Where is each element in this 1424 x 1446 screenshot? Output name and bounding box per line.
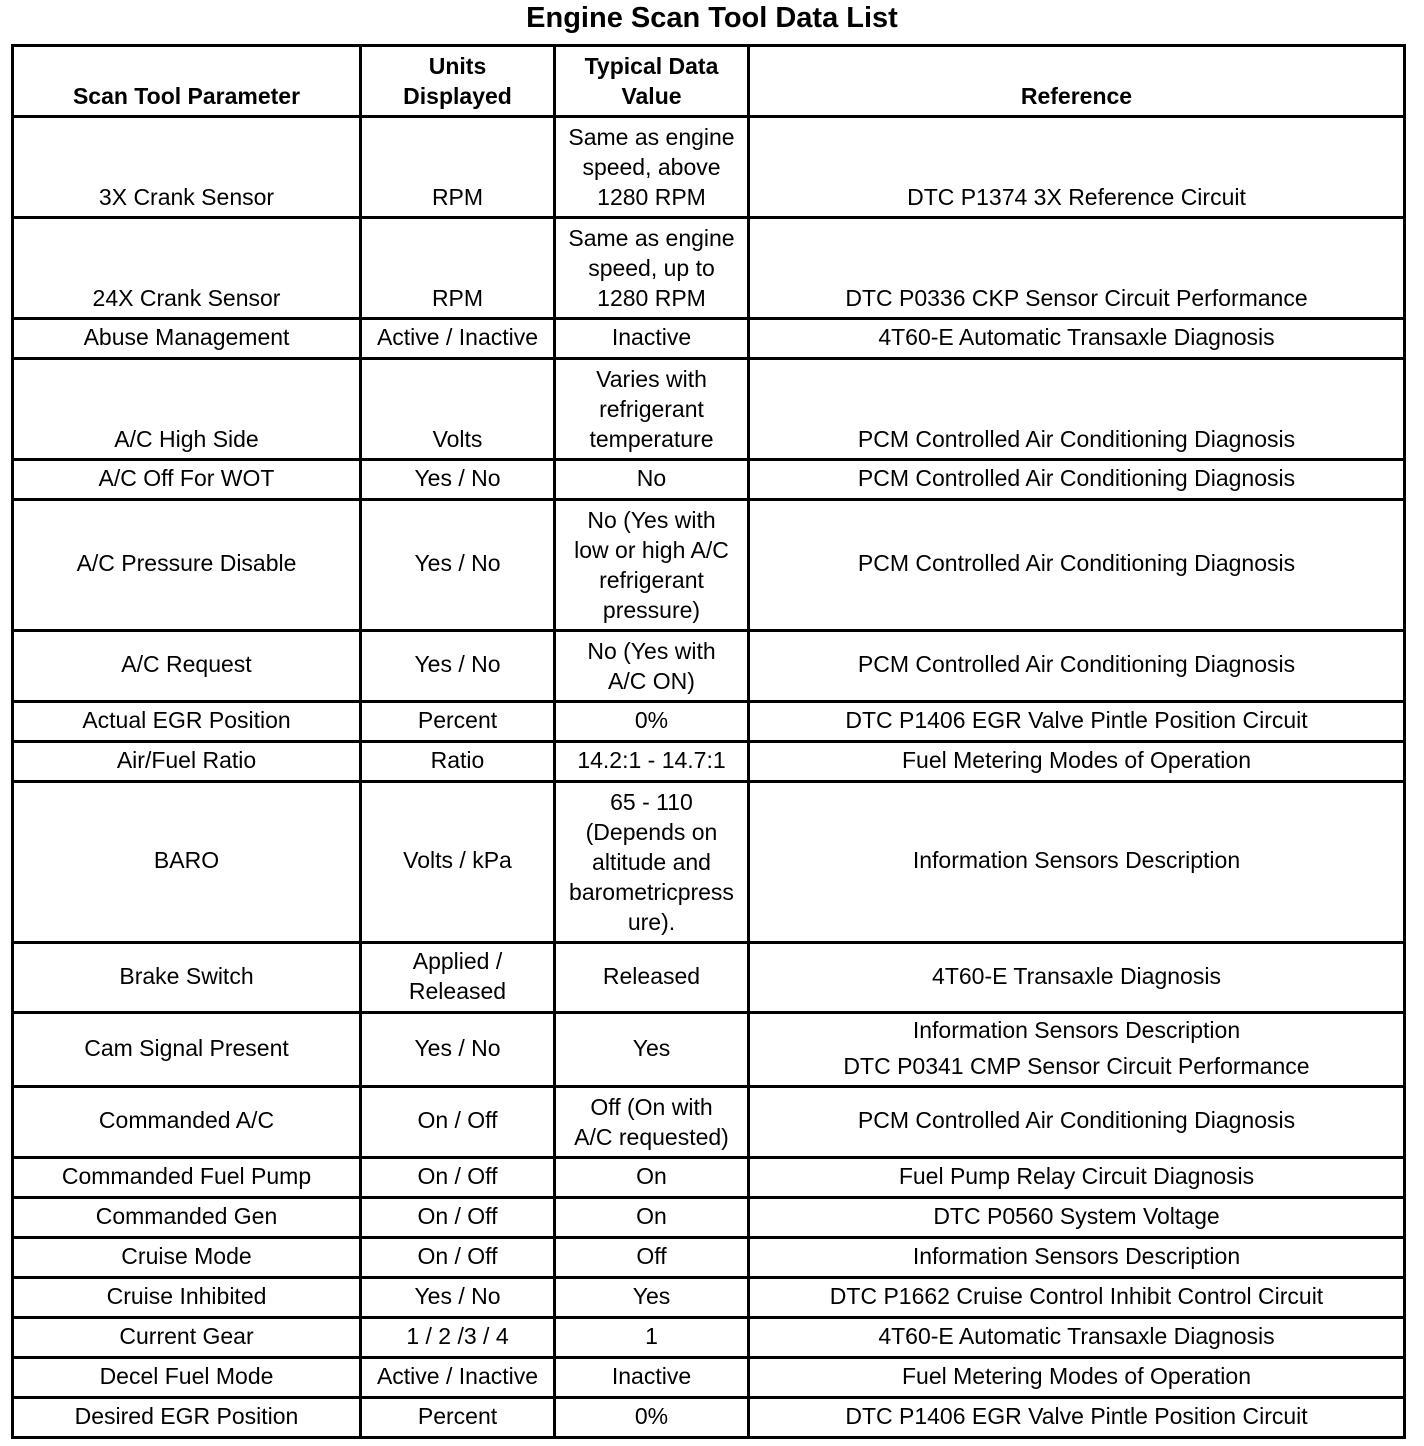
typical-value-line: 14.2:1 - 14.7:1 [577,746,726,773]
cell-parameter: A/C High Side [13,359,361,460]
table-row [13,500,1405,631]
header-units-line: Displayed [403,83,512,109]
header-reference: Reference [749,46,1405,117]
cell-typical-value [555,1198,749,1238]
typical-value-line: barometricpress [569,879,734,905]
cell-parameter: Cruise Inhibited [13,1278,361,1318]
reference-line: DTC P0560 System Voltage [933,1202,1220,1229]
typical-value-line: (Depends on [585,819,718,845]
cell-parameter: Cam Signal Present [13,1013,361,1087]
typical-value-line: On [636,1202,667,1229]
typical-value-line: On [636,1162,667,1189]
cell-typical-value [555,782,749,943]
typical-value-line: refrigerant [599,567,704,593]
table-row [13,631,1405,702]
cell-reference [749,742,1405,782]
cell-typical-value [555,1087,749,1158]
table-body [13,117,1405,1438]
typical-value-line: altitude and [592,849,711,875]
cell-units: Active / Inactive [361,319,555,359]
cell-units: RPM [361,117,555,218]
reference-line: PCM Controlled Air Conditioning Diagnosis [857,1107,1296,1133]
table-row [13,782,1405,943]
cell-reference [749,1278,1405,1318]
cell-typical-value [555,359,749,460]
table-row [13,460,1405,500]
reference-line: 4T60-E Automatic Transaxle Diagnosis [878,1322,1275,1349]
header-scan-tool-parameter: Scan Tool Parameter [13,46,361,117]
cell-units: Yes / No [361,1278,555,1318]
cell-parameter: A/C Pressure Disable [13,500,361,631]
typical-value-line: Yes [632,1282,671,1309]
typical-value-line: 1280 RPM [597,184,706,210]
cell-reference [749,117,1405,218]
cell-reference [749,1013,1405,1087]
cell-typical-value [555,742,749,782]
reference-line: Fuel Metering Modes of Operation [901,746,1251,773]
cell-typical-value [555,319,749,359]
table-row [13,1087,1405,1158]
cell-reference [749,702,1405,742]
table-row [13,1358,1405,1398]
typical-value-line: 1280 RPM [597,285,706,311]
cell-parameter: A/C Request [13,631,361,702]
typical-value-line: refrigerant [599,396,704,422]
typical-value-line: 1 [645,1322,658,1349]
cell-units: Ratio [361,742,555,782]
typical-value-line: Inactive [611,323,692,350]
typical-value-line: No [636,464,667,491]
table-row [13,1398,1405,1438]
cell-reference [749,1238,1405,1278]
cell-units: Yes / No [361,500,555,631]
cell-parameter: Current Gear [13,1318,361,1358]
typical-value-line: No (Yes with [587,638,716,664]
cell-parameter: Commanded Fuel Pump [13,1158,361,1198]
cell-reference [749,1358,1405,1398]
table-row [13,117,1405,218]
scan-tool-data-table [11,44,1406,1439]
typical-value-line: ure). [627,909,676,935]
table-row [13,1158,1405,1198]
cell-typical-value [555,631,749,702]
typical-value-line: A/C ON) [608,668,695,694]
typical-value-line: Yes [632,1034,671,1061]
cell-reference [749,359,1405,460]
cell-typical-value [555,702,749,742]
cell-typical-value [555,117,749,218]
cell-reference [749,218,1405,319]
page-title: Engine Scan Tool Data List [526,2,898,34]
cell-parameter: 24X Crank Sensor [13,218,361,319]
cell-parameter: BARO [13,782,361,943]
cell-parameter: Desired EGR Position [13,1398,361,1438]
cell-typical-value [555,500,749,631]
cell-parameter: Abuse Management [13,319,361,359]
table-row [13,742,1405,782]
reference-line: Information Sensors Description [912,847,1241,873]
reference-line: DTC P0336 CKP Sensor Circuit Performance [845,285,1308,311]
cell-reference [749,782,1405,943]
reference-line: PCM Controlled Air Conditioning Diagnosis [857,464,1296,491]
cell-units: Yes / No [361,631,555,702]
cell-units: Active / Inactive [361,1358,555,1398]
cell-reference [749,1318,1405,1358]
cell-units: Volts [361,359,555,460]
cell-reference [749,500,1405,631]
cell-typical-value [555,943,749,1013]
reference-line: Information Sensors Description [912,1016,1241,1043]
header-units-displayed [361,46,555,117]
cell-reference [749,1158,1405,1198]
cell-reference [749,1398,1405,1438]
cell-units: Applied / Released [361,943,555,1013]
table-row [13,702,1405,742]
cell-parameter: Commanded Gen [13,1198,361,1238]
cell-parameter: Commanded A/C [13,1087,361,1158]
typical-value-line: Off [636,1242,667,1269]
cell-units: 1 / 2 /3 / 4 [361,1318,555,1358]
cell-typical-value [555,1158,749,1198]
table-row [13,218,1405,319]
header-typical-data-value [555,46,749,117]
cell-units: On / Off [361,1238,555,1278]
reference-line: DTC P1406 EGR Valve Pintle Position Circuit [845,1402,1308,1429]
reference-line: 4T60-E Automatic Transaxle Diagnosis [878,323,1275,350]
cell-typical-value [555,1318,749,1358]
typical-value-line: Inactive [611,1362,692,1389]
cell-typical-value [555,218,749,319]
table-header-row [13,46,1405,117]
typical-value-line: Off (On with [590,1094,713,1120]
cell-units: Yes / No [361,460,555,500]
table-row [13,1013,1405,1087]
cell-reference [749,1087,1405,1158]
cell-reference [749,460,1405,500]
cell-typical-value [555,460,749,500]
typical-value-line: speed, up to [588,255,715,281]
typical-value-line: Same as engine [568,225,735,251]
table-row [13,1198,1405,1238]
table-row [13,359,1405,460]
typical-value-line: 0% [634,1402,669,1429]
cell-units: RPM [361,218,555,319]
header-units-line: Units [428,53,487,79]
cell-parameter: Cruise Mode [13,1238,361,1278]
reference-line: DTC P1374 3X Reference Circuit [907,184,1246,210]
cell-reference [749,1198,1405,1238]
cell-typical-value [555,1238,749,1278]
cell-units: Percent [361,702,555,742]
reference-line: PCM Controlled Air Conditioning Diagnosis [857,426,1296,452]
reference-line: PCM Controlled Air Conditioning Diagnosis [857,550,1296,576]
typical-value-line: 0% [634,706,669,733]
typical-value-line: Same as engine [568,124,735,150]
reference-line: 4T60-E Transaxle Diagnosis [932,962,1221,989]
typical-value-line: low or high A/C [574,537,729,563]
cell-parameter: 3X Crank Sensor [13,117,361,218]
table-row [13,943,1405,1013]
table-row [13,1238,1405,1278]
reference-line: Fuel Pump Relay Circuit Diagnosis [898,1162,1255,1189]
typical-value-line: 65 - 110 [610,789,693,815]
cell-typical-value [555,1278,749,1318]
cell-units: Volts / kPa [361,782,555,943]
reference-line: PCM Controlled Air Conditioning Diagnosis [857,651,1296,677]
cell-units: Yes / No [361,1013,555,1087]
header-typical-line: Typical Data [584,53,719,79]
cell-units: On / Off [361,1087,555,1158]
typical-value-line: A/C requested) [574,1124,729,1150]
reference-line: Information Sensors Description [912,1242,1241,1269]
typical-value-line: speed, above [582,154,721,180]
cell-units: On / Off [361,1158,555,1198]
cell-parameter: A/C Off For WOT [13,460,361,500]
cell-units: On / Off [361,1198,555,1238]
typical-value-line: pressure) [602,597,701,623]
reference-line: DTC P1662 Cruise Control Inhibit Control Circuit [829,1282,1324,1309]
reference-line: DTC P1406 EGR Valve Pintle Position Circuit [845,706,1308,733]
cell-reference [749,319,1405,359]
cell-parameter: Decel Fuel Mode [13,1358,361,1398]
cell-parameter: Brake Switch [13,943,361,1013]
cell-parameter: Air/Fuel Ratio [13,742,361,782]
cell-parameter: Actual EGR Position [13,702,361,742]
typical-value-line: Varies with [596,366,707,392]
typical-value-line: temperature [589,426,714,452]
cell-typical-value [555,1358,749,1398]
table-row [13,1278,1405,1318]
cell-reference [749,943,1405,1013]
reference-line: Fuel Metering Modes of Operation [901,1362,1251,1389]
cell-typical-value [555,1013,749,1087]
cell-typical-value [555,1398,749,1438]
typical-value-line: Released [602,962,701,989]
cell-reference [749,631,1405,702]
cell-units: Percent [361,1398,555,1438]
typical-value-line: No (Yes with [587,507,716,533]
table-row [13,319,1405,359]
header-typical-line: Value [621,83,682,109]
table-row [13,1318,1405,1358]
reference-line: DTC P0341 CMP Sensor Circuit Performance [843,1052,1310,1079]
